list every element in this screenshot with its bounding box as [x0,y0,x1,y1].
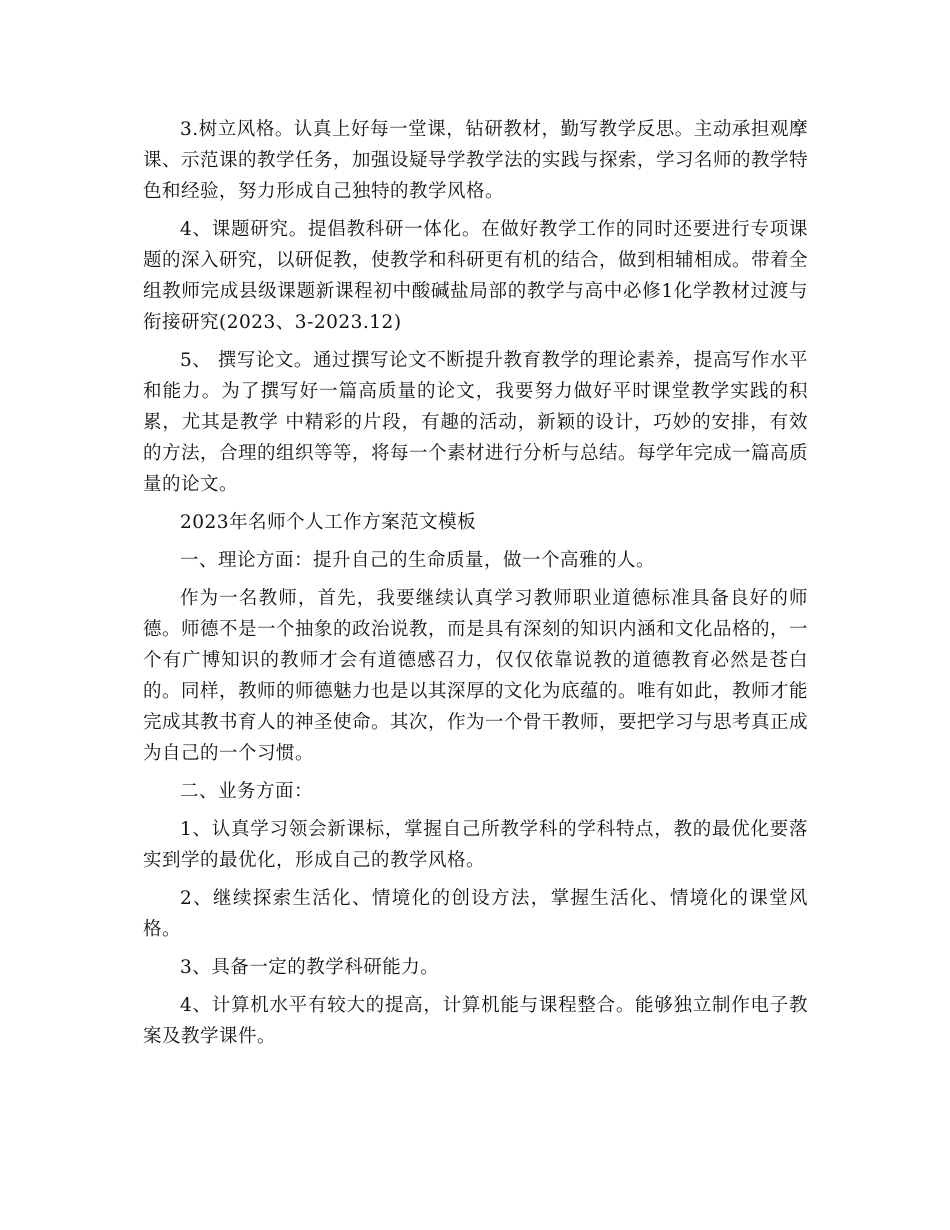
paragraph-ethics: 作为一名教师，首先，我要继续认真学习教师职业道德标准具备良好的师德。师德不是一个抽象的政治说教，而是具有深刻的知识内涵和文化品格的，一个有广博知识的教师才会有道德感召力，仅仅依靠说教的道德教育必然是苍白的。同样，教师的师德魅力也是以其深厚的文化为底蕴的。唯有如此，教师才能完成其教书育人的神圣使命。其次，作为一个骨干教师，要把学习与思考真正成为自己的一个习惯。 [143,588,809,764]
paragraph-papers: 5、 撰写论文。通过撰写论文不断提升教育教学的理论素养，提高写作水平和能力。为了撰写好一篇高质量的论文，我要努力做好平时课堂教学实践的积累，尤其是教学 中精彩的片段，有趣的活动，新颖的设计，巧妙的安排，有效的方法，合理的组织等等，将每一个素材进行分析与总结。每学年完成一篇高质量的论文。 [143,350,809,495]
paragraph-research: 4、课题研究。提倡教科研一体化。在做好教学工作的同时还要进行专项课题的深入研究，以研促教，使教学和科研更有机的结合，做到相辅相成。带着全组教师完成县级课题新课程初中酸碱盐局部的教学与高中必修1化学教材过渡与衔接研究(2023、3-2023.12) [143,219,809,333]
list-item-computer: 4、计算机水平有较大的提高，计算机能与课程整合。能够独立制作电子教案及教学课件。 [143,995,808,1047]
list-item-situational: 2、继续探索生活化、情境化的创设方法，掌握生活化、情境化的课堂风格。 [143,888,808,940]
list-item-research-ability: 3、具备一定的教学科研能力。 [180,957,440,978]
list-item-curriculum: 1、认真学习领会新课标，掌握自己所教学科的学科特点，教的最优化要落实到学的最优化，形成自己的教学风格。 [143,819,808,871]
paragraph-style: 3.树立风格。认真上好每一堂课，钻研教材，勤写教学反思。主动承担观摩课、示范课的教学任务，加强设疑导学教学法的实践与探索，学习名师的教学特色和经验，努力形成自己独特的教学风格。 [143,119,809,202]
document-body [143,114,808,1059]
heading-theory: 一、理论方面：提升自己的生命质量，做一个高雅的人。 [180,550,656,571]
heading-business: 二、业务方面： [180,781,314,802]
section-title: 2023年名师个人工作方案范文模板 [180,512,477,533]
